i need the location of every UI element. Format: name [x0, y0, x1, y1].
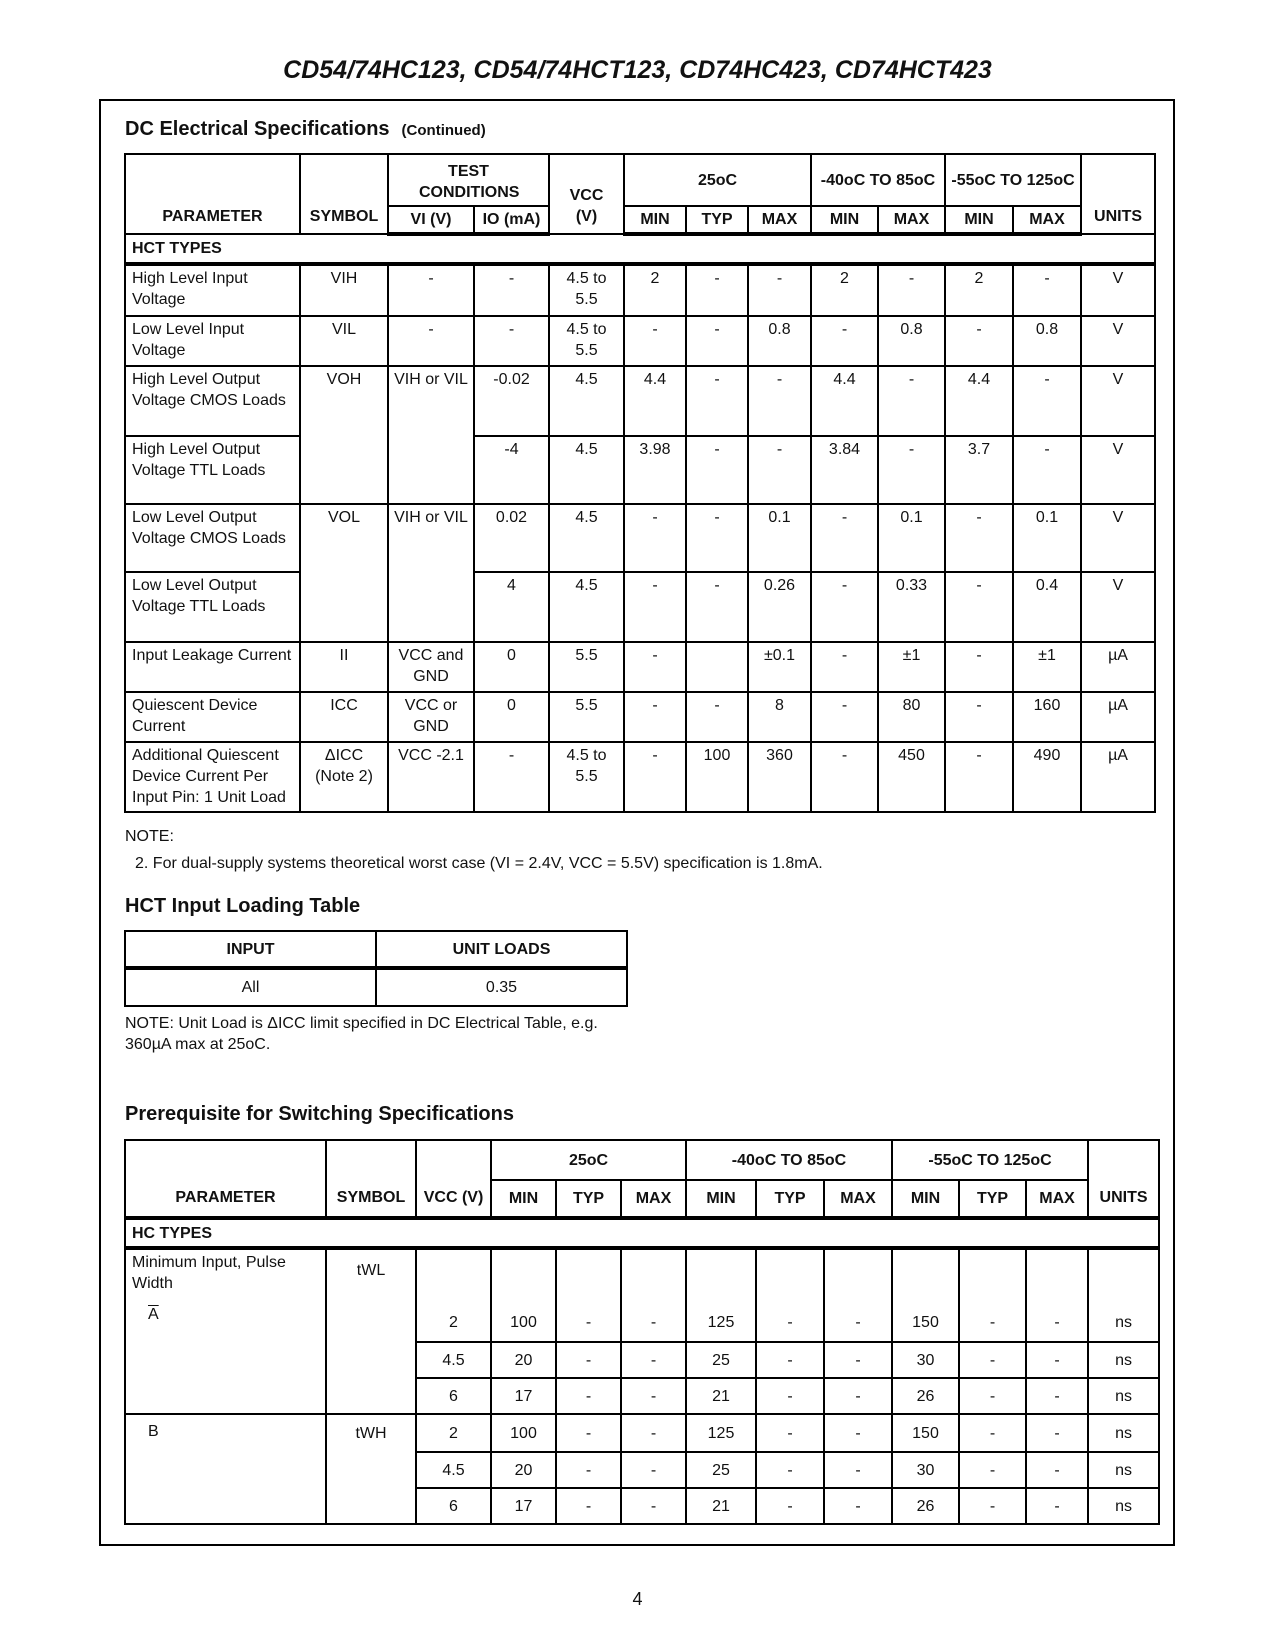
col-max-85: MAX — [878, 206, 945, 234]
cell-min-85: 25 — [686, 1452, 756, 1488]
cell-min-85: 2 — [811, 264, 878, 316]
table-row — [125, 436, 1155, 504]
cell-vcc: 5.5 — [549, 642, 624, 692]
table-row — [125, 366, 1155, 436]
cell-units: V — [1081, 264, 1155, 316]
page-number: 4 — [632, 1589, 643, 1609]
cell-max-25: - — [621, 1414, 686, 1452]
cell-min-125: 150 — [892, 1414, 959, 1452]
cell-min-85: 125 — [686, 1304, 756, 1342]
cell-max-125: 0.1 — [1013, 504, 1081, 572]
col-max-125: MAX — [1026, 1180, 1088, 1218]
cell-symbol-b: tWH — [326, 1414, 416, 1524]
col-parameter: PARAMETER — [125, 1140, 326, 1218]
loading-note: NOTE: Unit Load is ΔICC limit specified in DC Electrical Table, e.g. 360µA max at 25oC. — [125, 1015, 598, 1053]
cell-max-85: ±1 — [878, 642, 945, 692]
col-vcc — [549, 154, 624, 234]
cell-min-25: 3.98 — [624, 436, 686, 504]
cell-typ-125: - — [959, 1414, 1026, 1452]
cell-units: ns — [1088, 1488, 1159, 1524]
col-max-85: MAX — [824, 1180, 892, 1218]
cell-param: High Level Output Voltage TTL Loads — [125, 436, 300, 504]
cell-vcc: 6 — [416, 1488, 491, 1524]
cell-min-125: - — [945, 504, 1013, 572]
cell-vcc: 4.5 to 5.5 — [549, 742, 624, 812]
cell-min-125: - — [945, 692, 1013, 742]
cell-max-85: 0.8 — [878, 316, 945, 366]
cell-max-25: - — [621, 1342, 686, 1378]
cell-typ-25: - — [556, 1452, 621, 1488]
col-temp-25: 25oC — [624, 154, 811, 206]
cell-min-25: - — [624, 504, 686, 572]
cell-max-25: 8 — [748, 692, 811, 742]
cell-io: 0 — [474, 642, 549, 692]
cell-io: 4 — [474, 572, 549, 642]
cell-max-85: - — [878, 436, 945, 504]
loading-table — [124, 930, 628, 1007]
col-input: INPUT — [125, 931, 376, 968]
cell-typ-25: - — [686, 504, 748, 572]
cell-max-85: 0.33 — [878, 572, 945, 642]
cell-max-85: 80 — [878, 692, 945, 742]
cell-io: - — [474, 264, 549, 316]
cell-typ-25: - — [686, 436, 748, 504]
cell-max-125: 0.8 — [1013, 316, 1081, 366]
cell-typ-25: - — [556, 1378, 621, 1414]
cell-vcc: 4.5 — [549, 504, 624, 572]
table-row — [125, 742, 1155, 812]
col-min-125: MIN — [945, 206, 1013, 234]
cell-units: V — [1081, 316, 1155, 366]
loading-table-title: HCT Input Loading Table — [125, 895, 361, 917]
cell-typ-25: - — [556, 1342, 621, 1378]
cell-typ-25: - — [556, 1488, 621, 1524]
section-hct-types: HCT TYPES — [125, 234, 1155, 264]
cell-max-25: 0.1 — [748, 504, 811, 572]
cell-typ-85: - — [756, 1342, 824, 1378]
cell-symbol: VOH — [300, 366, 388, 504]
cell-param: Low Level Input Voltage — [125, 316, 300, 366]
cell-min-25: - — [624, 742, 686, 812]
cell-io: 0 — [474, 692, 549, 742]
cell-param: Low Level Output Voltage CMOS Loads — [125, 504, 300, 572]
cell-min-85: 3.84 — [811, 436, 878, 504]
cell-max-25: 0.8 — [748, 316, 811, 366]
cell-symbol: VIL — [300, 316, 388, 366]
cell-max-25: 0.26 — [748, 572, 811, 642]
cell-units: V — [1081, 572, 1155, 642]
cell-symbol-a: tWL — [326, 1248, 416, 1414]
col-typ-25: TYP — [686, 206, 748, 234]
cell-typ-85: - — [756, 1488, 824, 1524]
cell-vcc: 4.5 — [416, 1342, 491, 1378]
cell-max-85: - — [824, 1304, 892, 1342]
cell-min-125: 2 — [945, 264, 1013, 316]
cell-units: ns — [1088, 1342, 1159, 1378]
cell-min-85: 125 — [686, 1414, 756, 1452]
cell-symbol: VOL — [300, 504, 388, 642]
cell-min-85: - — [811, 572, 878, 642]
cell-vcc: 2 — [416, 1304, 491, 1342]
cell-typ-25: 100 — [686, 742, 748, 812]
cell-min-125: 4.4 — [945, 366, 1013, 436]
cell-vi: VIH or VIL — [388, 504, 474, 642]
cell-param: High Level Input Voltage — [125, 264, 300, 316]
cell-vcc: 4.5 to 5.5 — [549, 264, 624, 316]
cell-units: ns — [1088, 1414, 1159, 1452]
param-a-label: $\overline{A}$ — [148, 1306, 159, 1323]
col-min-85: MIN — [686, 1180, 756, 1218]
section-hc-types: HC TYPES — [125, 1218, 1159, 1248]
cell-unit-loads: 0.35 — [376, 968, 627, 1006]
cell-max-25: - — [621, 1452, 686, 1488]
cell-units: V — [1081, 436, 1155, 504]
cell-min-25: 2 — [624, 264, 686, 316]
col-max-25: MAX — [748, 206, 811, 234]
cell-min-125: 30 — [892, 1452, 959, 1488]
cell-vi: - — [388, 316, 474, 366]
cell-io: - — [474, 316, 549, 366]
col-min-85: MIN — [811, 206, 878, 234]
dc-spec-continued: (Continued) — [401, 122, 486, 139]
cell-vcc: 2 — [416, 1414, 491, 1452]
col-units: UNITS — [1081, 154, 1155, 234]
cell-units: V — [1081, 366, 1155, 436]
cell-min-25: 4.4 — [624, 366, 686, 436]
cell-typ-125: - — [959, 1378, 1026, 1414]
cell-typ-25: - — [686, 366, 748, 436]
cell-min-125: - — [945, 642, 1013, 692]
table-row — [125, 692, 1155, 742]
cell-min-25: - — [624, 316, 686, 366]
cell-max-125: - — [1026, 1452, 1088, 1488]
cell-min-25: 100 — [491, 1304, 556, 1342]
col-test-conditions: TEST CONDITIONS — [388, 154, 549, 206]
cell-param: High Level Output Voltage CMOS Loads — [125, 366, 300, 436]
col-min-125: MIN — [892, 1180, 959, 1218]
col-parameter: PARAMETER — [125, 154, 300, 234]
cell-typ-85: - — [756, 1304, 824, 1342]
cell-min-85: - — [811, 742, 878, 812]
cell-min-85: 25 — [686, 1342, 756, 1378]
table-row — [125, 1304, 1159, 1342]
cell-typ-25: - — [686, 316, 748, 366]
col-max-25: MAX — [621, 1180, 686, 1218]
cell-typ-25: - — [686, 264, 748, 316]
cell-max-25: - — [748, 366, 811, 436]
cell-typ-125: - — [959, 1488, 1026, 1524]
cell-max-125: - — [1026, 1342, 1088, 1378]
cell-typ-25: - — [556, 1304, 621, 1342]
cell-min-25: - — [624, 642, 686, 692]
cell-min-125: - — [945, 316, 1013, 366]
col-temp-125: -55oC TO 125oC — [945, 154, 1081, 206]
table-row — [125, 264, 1155, 316]
col-vcc: VCC (V) — [416, 1140, 491, 1218]
cell-max-25: ±0.1 — [748, 642, 811, 692]
prereq-table — [124, 1139, 1160, 1525]
cell-io: -4 — [474, 436, 549, 504]
document-title: CD54/74HC123, CD54/74HCT123, CD74HC423, CD74HCT423 — [283, 56, 992, 84]
col-min-25: MIN — [624, 206, 686, 234]
cell-max-85: - — [878, 264, 945, 316]
col-vcc-unit: (V) — [575, 208, 598, 225]
cell-max-85: - — [824, 1414, 892, 1452]
dc-note-2: 2. For dual-supply systems theoretical worst case (VI = 2.4V, VCC = 5.5V) specification is 1.8mA. — [135, 855, 823, 872]
cell-max-125: - — [1026, 1488, 1088, 1524]
cell-units: ns — [1088, 1452, 1159, 1488]
col-temp-85: -40oC TO 85oC — [686, 1140, 892, 1180]
cell-max-125: - — [1026, 1304, 1088, 1342]
cell-vcc: 4.5 — [416, 1452, 491, 1488]
cell-min-85: - — [811, 692, 878, 742]
cell-min-125: - — [945, 742, 1013, 812]
cell-vi: - — [388, 264, 474, 316]
cell-typ-25: - — [556, 1414, 621, 1452]
cell-vi: VIH or VIL — [388, 366, 474, 504]
cell-vcc: 4.5 — [549, 366, 624, 436]
cell-min-125: 150 — [892, 1304, 959, 1342]
cell-min-25: - — [624, 572, 686, 642]
cell-min-25: - — [624, 692, 686, 742]
cell-max-85: - — [824, 1452, 892, 1488]
col-io: IO (mA) — [474, 206, 549, 234]
cell-units: ns — [1088, 1304, 1159, 1342]
col-max-125: MAX — [1013, 206, 1081, 234]
table-row — [125, 1414, 1159, 1452]
cell-param-main: Minimum Input, Pulse Width — [125, 1248, 326, 1304]
cell-typ-125: - — [959, 1304, 1026, 1342]
cell-max-25: - — [621, 1304, 686, 1342]
cell-param: Additional Quiescent Device Current Per Input Pin: 1 Unit Load — [125, 742, 300, 812]
cell-param: Quiescent Device Current — [125, 692, 300, 742]
cell-vi: VCC or GND — [388, 692, 474, 742]
cell-min-85: 21 — [686, 1378, 756, 1414]
col-temp-125: -55oC TO 125oC — [892, 1140, 1088, 1180]
cell-max-125: - — [1013, 366, 1081, 436]
cell-vcc: 4.5 to 5.5 — [549, 316, 624, 366]
dc-spec-title — [125, 118, 486, 141]
cell-min-125: 30 — [892, 1342, 959, 1378]
cell-max-125: 160 — [1013, 692, 1081, 742]
cell-min-125: - — [945, 572, 1013, 642]
dc-spec-table — [124, 153, 1156, 813]
cell-typ-25: - — [686, 692, 748, 742]
cell-param-a — [125, 1304, 326, 1414]
cell-io: -0.02 — [474, 366, 549, 436]
prereq-title: Prerequisite for Switching Specifications — [125, 1103, 514, 1125]
cell-param: Low Level Output Voltage TTL Loads — [125, 572, 300, 642]
col-vcc-label: VCC — [569, 187, 604, 204]
cell-max-125: 0.4 — [1013, 572, 1081, 642]
cell-min-125: 26 — [892, 1378, 959, 1414]
col-units: UNITS — [1088, 1140, 1159, 1218]
cell-vi: VCC and GND — [388, 642, 474, 692]
cell-min-85: 4.4 — [811, 366, 878, 436]
cell-max-25: - — [621, 1488, 686, 1524]
cell-symbol: ΔICC (Note 2) — [300, 742, 388, 812]
cell-symbol: VIH — [300, 264, 388, 316]
cell-min-25: 17 — [491, 1488, 556, 1524]
cell-min-125: 26 — [892, 1488, 959, 1524]
cell-max-25: - — [748, 264, 811, 316]
cell-max-25: - — [748, 436, 811, 504]
cell-io: 0.02 — [474, 504, 549, 572]
cell-vcc: 4.5 — [549, 572, 624, 642]
cell-typ-85: - — [756, 1452, 824, 1488]
cell-units: V — [1081, 504, 1155, 572]
cell-min-125: 3.7 — [945, 436, 1013, 504]
cell-typ-25: - — [686, 572, 748, 642]
cell-symbol: II — [300, 642, 388, 692]
cell-typ-125: - — [959, 1342, 1026, 1378]
cell-max-25: 360 — [748, 742, 811, 812]
cell-max-85: 450 — [878, 742, 945, 812]
cell-units: ns — [1088, 1378, 1159, 1414]
cell-io: - — [474, 742, 549, 812]
dc-note-label: NOTE: — [125, 828, 174, 845]
cell-max-125: 490 — [1013, 742, 1081, 812]
cell-param-b: B — [125, 1414, 326, 1524]
cell-min-25: 17 — [491, 1378, 556, 1414]
cell-max-85: - — [824, 1378, 892, 1414]
cell-min-25: 20 — [491, 1452, 556, 1488]
col-min-25: MIN — [491, 1180, 556, 1218]
col-temp-25: 25oC — [491, 1140, 686, 1180]
cell-min-85: - — [811, 642, 878, 692]
cell-symbol: ICC — [300, 692, 388, 742]
cell-vcc: 6 — [416, 1378, 491, 1414]
col-typ-85: TYP — [756, 1180, 824, 1218]
col-symbol: SYMBOL — [300, 154, 388, 234]
col-typ-25: TYP — [556, 1180, 621, 1218]
cell-vcc: 4.5 — [549, 436, 624, 504]
cell-param: Input Leakage Current — [125, 642, 300, 692]
cell-min-25: 100 — [491, 1414, 556, 1452]
cell-max-125: - — [1026, 1378, 1088, 1414]
col-unit-loads: UNIT LOADS — [376, 931, 627, 968]
cell-min-85: - — [811, 504, 878, 572]
table-row — [125, 316, 1155, 366]
cell-min-25: 20 — [491, 1342, 556, 1378]
table-row — [125, 504, 1155, 572]
cell-max-125: ±1 — [1013, 642, 1081, 692]
cell-max-85: - — [824, 1488, 892, 1524]
cell-min-85: - — [811, 316, 878, 366]
cell-typ-125: - — [959, 1452, 1026, 1488]
dc-spec-title-text: DC Electrical Specifications — [125, 118, 390, 140]
table-row — [125, 572, 1155, 642]
cell-typ-85: - — [756, 1414, 824, 1452]
col-typ-125: TYP — [959, 1180, 1026, 1218]
table-row — [125, 642, 1155, 692]
cell-units: µA — [1081, 742, 1155, 812]
cell-vcc: 5.5 — [549, 692, 624, 742]
cell-max-25: - — [621, 1378, 686, 1414]
cell-typ-85: - — [756, 1378, 824, 1414]
cell-max-125: - — [1026, 1414, 1088, 1452]
cell-max-125: - — [1013, 264, 1081, 316]
cell-vi: VCC -2.1 — [388, 742, 474, 812]
cell-units: µA — [1081, 642, 1155, 692]
cell-max-125: - — [1013, 436, 1081, 504]
cell-max-85: 0.1 — [878, 504, 945, 572]
cell-max-85: - — [878, 366, 945, 436]
cell-max-85: - — [824, 1342, 892, 1378]
table-row — [125, 968, 627, 1006]
col-vi: VI (V) — [388, 206, 474, 234]
cell-min-85: 21 — [686, 1488, 756, 1524]
cell-units: µA — [1081, 692, 1155, 742]
cell-typ-25 — [686, 642, 748, 692]
cell-input: All — [125, 968, 376, 1006]
col-symbol: SYMBOL — [326, 1140, 416, 1218]
col-temp-85: -40oC TO 85oC — [811, 154, 945, 206]
